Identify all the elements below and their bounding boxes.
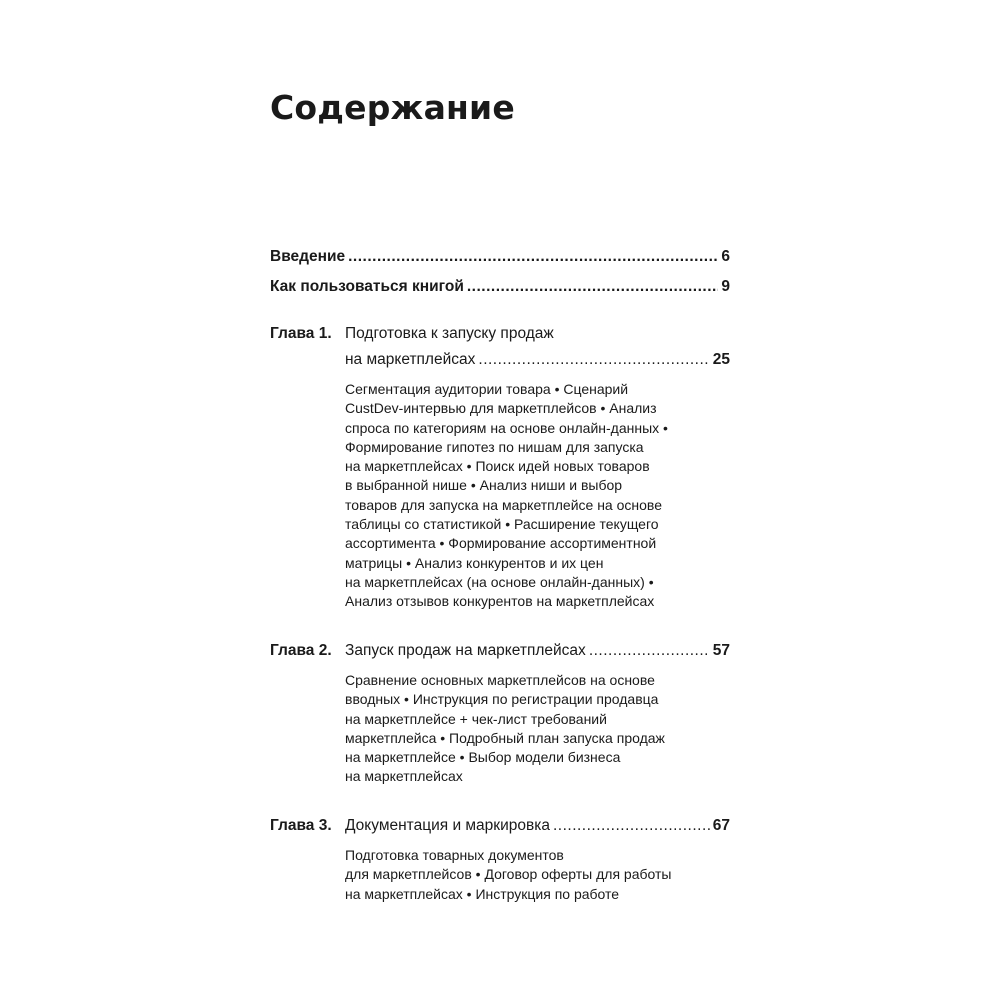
summary-line: на маркетплейсах • Инструкция по работе [345, 885, 620, 902]
chapter-title: Запуск продаж на маркетплейсах [345, 642, 586, 659]
dot-leader [553, 816, 710, 835]
dot-leader [478, 350, 709, 369]
chapter-number: Глава 1. [270, 325, 332, 342]
summary-line: CustDev-интервью для маркетплейсов • Анализ [345, 400, 657, 417]
toc-entry-introduction[interactable] [270, 247, 730, 266]
summary-line: на маркетплейсе • Выбор модели бизнеса [345, 749, 621, 766]
summary-line: Сегментация аудитории товара • Сценарий [345, 381, 629, 397]
summary-line: товаров для запуска на маркетплейсе на основе [345, 496, 662, 513]
summary-line: на маркетплейсах • Поиск идей новых товаров [345, 458, 650, 475]
toc-entry-how-to-use[interactable] [270, 277, 730, 296]
page-title: Содержание [270, 88, 515, 127]
summary-line: вводных • Инструкция по регистрации продавца [345, 691, 659, 708]
summary-line: в выбранной нише • Анализ ниши и выбор [345, 477, 623, 494]
chapter-title-line [345, 350, 730, 369]
chapter-title-line [345, 641, 730, 660]
summary-line: Подготовка товарных документов [345, 847, 564, 863]
dot-leader [467, 277, 719, 296]
summary-line: спроса по категориям на основе онлайн-данных • [345, 419, 668, 436]
chapter-title: Документация и маркировка [345, 817, 550, 834]
chapter-title: Подготовка к запуску продаж [345, 325, 554, 342]
summary-line: на маркетплейсе + чек-лист требований [345, 710, 607, 727]
summary-line: Сравнение основных маркетплейсов на основе [345, 672, 655, 688]
chapter-summary [345, 846, 671, 904]
chapter-summary [345, 380, 668, 612]
toc-page-number: 9 [721, 278, 730, 295]
summary-line: на маркетплейсах (на основе онлайн-данных) • [345, 573, 654, 590]
chapter-summary [345, 671, 665, 787]
toc-page-number: 25 [712, 351, 730, 368]
toc-page-number: 57 [712, 642, 730, 659]
summary-line: ассортимента • Формирование ассортиментной [345, 535, 657, 552]
chapter-title-line [345, 816, 730, 835]
summary-line: Формирование гипотез по нишам для запуска [345, 438, 644, 455]
toc-page-number: 6 [721, 248, 730, 265]
toc-page-number: 67 [712, 817, 730, 834]
toc-entry-label: Введение [270, 248, 346, 265]
summary-line: маркетплейса • Подробный план запуска продаж [345, 729, 665, 746]
summary-line: для маркетплейсов • Договор оферты для работы [345, 866, 672, 883]
summary-line: таблицы со статистикой • Расширение текущего [345, 516, 659, 533]
chapter-number: Глава 2. [270, 642, 332, 659]
dot-leader [589, 641, 710, 660]
summary-line: Анализ отзывов конкурентов на маркетплейсах [345, 593, 655, 610]
chapter-title-continuation: на маркетплейсах [345, 351, 476, 368]
summary-line: на маркетплейсах [345, 768, 463, 785]
chapter-number: Глава 3. [270, 817, 332, 834]
dot-leader [348, 247, 718, 266]
summary-line: матрицы • Анализ конкурентов и их цен [345, 554, 604, 571]
toc-entry-label: Как пользоваться книгой [270, 278, 464, 295]
